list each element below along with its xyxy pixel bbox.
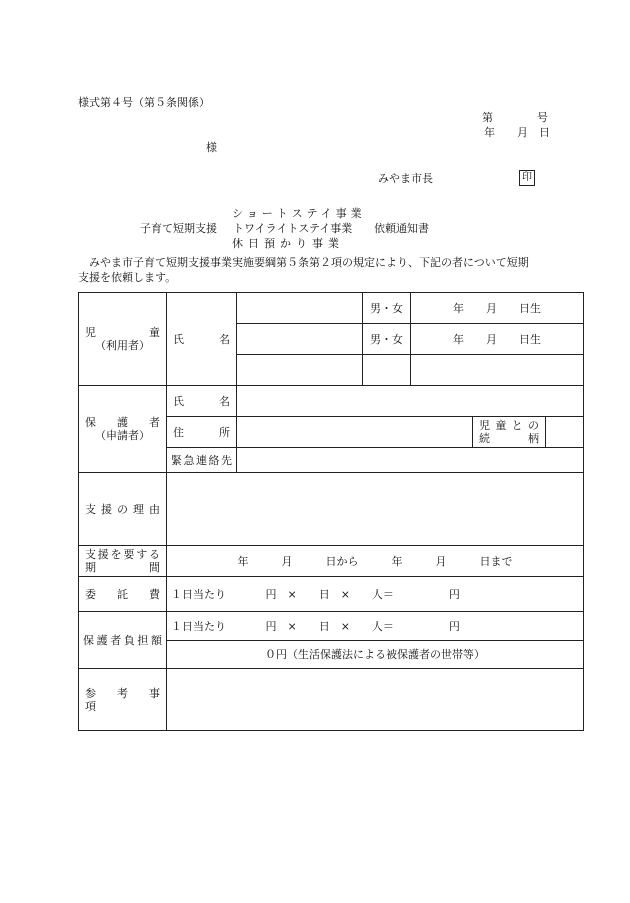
child-row-1 bbox=[79, 293, 584, 324]
child-name-input-3[interactable] bbox=[237, 355, 363, 386]
emergency-contact-label: 緊急連絡先 bbox=[167, 448, 237, 473]
relation-label-cell bbox=[473, 417, 546, 448]
remarks-label: 参 考 事 項 bbox=[79, 669, 167, 731]
title-line-twilight: トワイライトステイ事業 bbox=[233, 222, 353, 235]
guardian-name-input[interactable] bbox=[237, 386, 584, 417]
sender-name: みやま市長 bbox=[378, 172, 433, 185]
request-form-table bbox=[78, 292, 584, 731]
reason-label: 支援の理由 bbox=[79, 473, 167, 546]
burden-zero-yen[interactable]: ０円（生活保護法による被保護者の世帯等） bbox=[167, 641, 584, 669]
commission-calc: 円 × 日 × 人＝ 円 bbox=[265, 587, 460, 601]
addressee-suffix: 様 bbox=[206, 141, 217, 154]
relation-input[interactable] bbox=[546, 417, 584, 448]
burden-calc-cell[interactable] bbox=[167, 612, 584, 641]
child-gender-1[interactable]: 男・女 bbox=[363, 293, 411, 324]
burden-label: 保護者負担額 bbox=[79, 612, 167, 669]
burden-calc: 円 × 日 × 人＝ 円 bbox=[265, 619, 460, 633]
guardian-address-input[interactable] bbox=[237, 417, 473, 448]
burden-row-1 bbox=[79, 612, 584, 641]
reason-row bbox=[79, 473, 584, 546]
child-label: 児 童 bbox=[85, 326, 160, 339]
title-prefix: 子育て短期支援 bbox=[140, 222, 217, 235]
period-row bbox=[79, 546, 584, 577]
remarks-row bbox=[79, 669, 584, 731]
commission-calc-cell[interactable] bbox=[167, 577, 584, 612]
guardian-address-label: 住 所 bbox=[167, 417, 237, 448]
commission-per-day: １日当たり bbox=[171, 587, 226, 601]
commission-row bbox=[79, 577, 584, 612]
child-gender-3[interactable] bbox=[363, 355, 411, 386]
child-birth-1[interactable]: 年 月 日生 bbox=[411, 293, 584, 324]
commission-label: 委 託 費 bbox=[79, 577, 167, 612]
guardian-label-applicant: （申請者） bbox=[95, 429, 150, 442]
child-label-user: （利用者） bbox=[95, 339, 150, 352]
child-birth-2[interactable]: 年 月 日生 bbox=[411, 324, 584, 355]
relation-label-2: 続 柄 bbox=[479, 432, 539, 445]
form-number: 様式第４号（第５条関係） bbox=[78, 96, 210, 109]
burden-per-day: １日当たり bbox=[171, 619, 226, 633]
child-name-label: 氏 名 bbox=[167, 293, 237, 386]
period-label-cell bbox=[79, 546, 167, 577]
seal-stamp: 印 bbox=[519, 170, 535, 186]
document-number: 第 号 bbox=[482, 111, 548, 124]
guardian-label-cell bbox=[79, 386, 167, 473]
child-label-cell bbox=[79, 293, 167, 386]
period-label-2: 期 間 bbox=[85, 561, 160, 574]
child-gender-2[interactable]: 男・女 bbox=[363, 324, 411, 355]
document-date: 年 月 日 bbox=[484, 126, 550, 139]
guardian-row-name bbox=[79, 386, 584, 417]
child-birth-3[interactable] bbox=[411, 355, 584, 386]
remarks-input[interactable] bbox=[167, 669, 584, 731]
guardian-name-label: 氏 名 bbox=[167, 386, 237, 417]
intro-line-1: みやま市子育て短期支援事業実施要綱第５条第２項の規定により、下記の者について短期 bbox=[78, 256, 529, 269]
period-value[interactable]: 年 月 日から 年 月 日まで bbox=[167, 546, 584, 577]
child-name-input-1[interactable] bbox=[237, 293, 363, 324]
child-name-input-2[interactable] bbox=[237, 324, 363, 355]
period-label: 支援を要する bbox=[85, 548, 160, 561]
title-line-holiday: 休日預かり事業 bbox=[232, 237, 344, 250]
emergency-contact-input[interactable] bbox=[237, 448, 584, 473]
reason-input[interactable] bbox=[167, 473, 584, 546]
guardian-label: 保 護 者 bbox=[85, 416, 160, 429]
title-suffix: 依頼通知書 bbox=[374, 222, 429, 235]
intro-line-2: 支援を依頼します。 bbox=[78, 271, 177, 284]
relation-label: 児童との bbox=[479, 419, 539, 432]
title-line-shortstay: ショートステイ事業 bbox=[232, 207, 366, 220]
